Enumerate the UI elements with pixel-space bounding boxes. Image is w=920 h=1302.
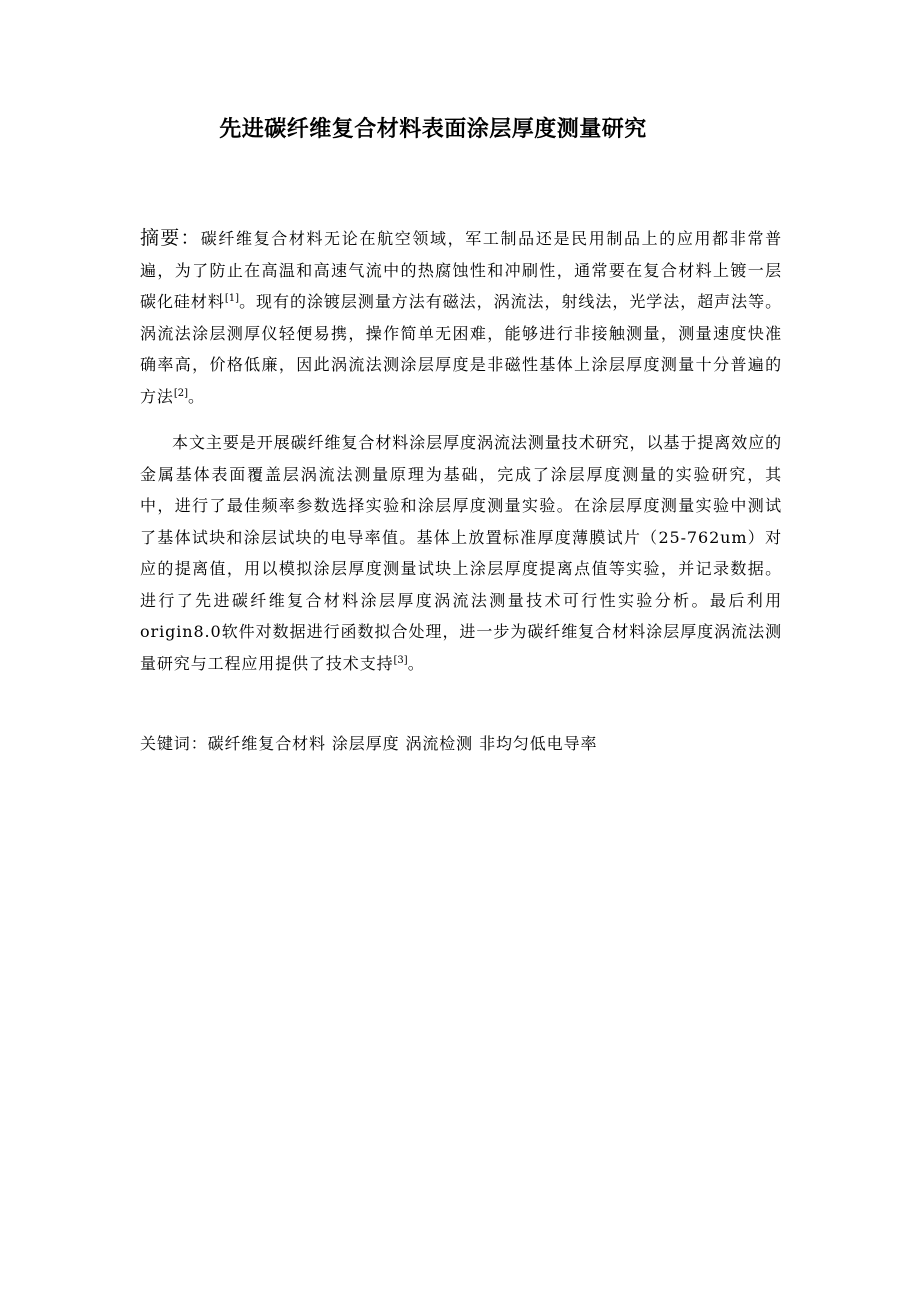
abstract-p2-text-1: 本文主要是开展碳纤维复合材料涂层厚度涡流法测量技术研究，以基于提离效应的金属基体表面覆盖层涡流法测量原理为基础，完成了涂层厚度测量的实验研究，其中，进行了最佳频率参数选择实验和涂层厚度测量实验。在涂层厚度测量实验中测试了基体试块和涂层试块的电导率值。基体上放置标准厚度薄膜试片（25-762um）对应的提离值，用以模拟涂层厚度测量试块上涂层厚度提离点值等实验，并记录数据。进行了先进碳纤维复合材料涂层厚度涡流法测量技术可行性实验分析。最后利用origin8.0软件对数据进行函数拟合处理，进一步为碳纤维复合材料涂层厚度涡流法测量研究与工程应用提供了技术支持 xyxy=(140,433,782,673)
keywords-text: 碳纤维复合材料 涂层厚度 涡流检测 非均匀低电导率 xyxy=(207,734,598,753)
abstract-paragraph-2 xyxy=(140,427,782,679)
abstract-paragraph-1 xyxy=(140,223,782,412)
keywords-label: 关键词： xyxy=(140,734,208,753)
abstract-p2-text-2: 。 xyxy=(407,653,425,673)
abstract-p1-text-2: 。现有的涂镀层测量方法有磁法，涡流法，射线法，光学法，超声法等。涡流法涂层测厚仪轻便易携，操作简单无困难，能够进行非接触测量，测量速度快准确率高，价格低廉，因此涡流法测涂层厚度是非磁性基体上涂层厚度测量十分普遍的方法 xyxy=(140,292,782,406)
citation-2[interactable]: [2] xyxy=(173,387,188,399)
abstract-p1-text-3: 。 xyxy=(187,386,205,406)
citation-1[interactable]: [1] xyxy=(224,293,240,304)
document-title: 先进碳纤维复合材料表面涂层厚度测量研究 xyxy=(219,117,647,142)
keywords-line xyxy=(140,728,782,760)
abstract-label: 摘要： xyxy=(140,227,201,249)
citation-3[interactable]: [3] xyxy=(393,654,408,666)
abstract-p1-text-1: 碳纤维复合材料无论在航空领域，军工制品还是民用制品上的应用都非常普遍，为了防止在高温和高速气流中的热腐蚀性和冲刷性，通常要在复合材料上镀一层碳化硅材料 xyxy=(140,229,782,311)
